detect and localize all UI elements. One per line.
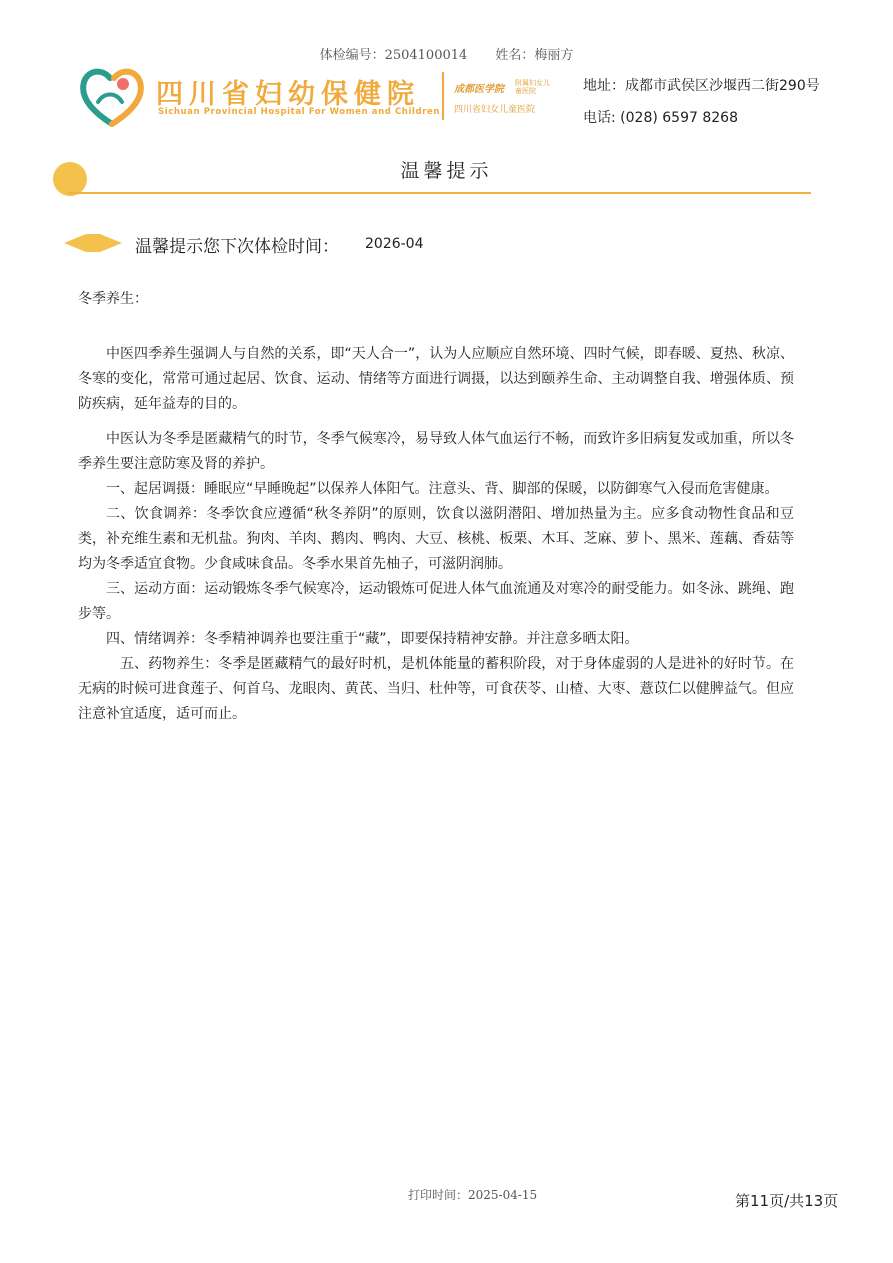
advice-paragraph: 三、运动方面：运动锻炼冬季气候寒冷，运动锻炼可促进人体气血流通及对寒冷的耐受能力。如冬泳、跳绳、跑步等。 <box>78 581 794 622</box>
advice-heading: 冬季养生： <box>78 291 148 307</box>
page-number: 第11页/共13页 <box>735 1192 839 1210</box>
next-exam-label: 温馨提示您下次体检时间： <box>135 237 339 257</box>
section-title: 温馨提示 <box>400 160 493 182</box>
advice-paragraph: 中医认为冬季是匿藏精气的时节，冬季气候寒冷，易导致人体气血运行不畅，而致许多旧病复发或加重，所以冬季养生要注意防寒及肾的养护。 <box>78 431 794 472</box>
hospital-name-en: Sichuan Provincial Hospital For Women and Children <box>158 107 440 117</box>
heart-figure-logo-icon <box>78 62 148 130</box>
advice-paragraph: 一、起居调摄：睡眠应“早睡晚起”以保养人体阳气。注意头、背、脚部的保暖，以防御寒气入侵而危害健康。 <box>106 481 779 497</box>
next-exam-date: 2026-04 <box>365 236 424 252</box>
exam-number: 体检编号：2504100014 <box>319 48 468 63</box>
logo-divider <box>442 72 444 120</box>
hospital-phone: 电话: (028) 6597 8268 <box>583 110 738 126</box>
hospital-name-cn: 四川省妇幼保健院 <box>156 79 420 110</box>
patient-name: 姓名：梅丽方 <box>495 48 574 63</box>
affiliation-subtitle: 附属妇女儿童医院 <box>515 79 550 95</box>
advice-paragraph: 中医四季养生强调人与自然的关系，即“天人合一”，认为人应顺应自然环境、四时气候，即春暖、夏热、秋凉、冬寒的变化，常常可通过起居、饮食、运动、情绪等方面进行调摄，以达到颐养生命、主动调整自我、增强体质、预防疾病，延年益寿的目的。 <box>78 346 794 412</box>
affiliation-college: 成都医学院 <box>454 84 504 95</box>
advice-paragraph: 四、情绪调养：冬季精神调养也要注重于“藏”，即要保持精神安静。并注意多晒太阳。 <box>106 631 639 647</box>
section-divider-line <box>68 192 811 194</box>
hospital-address: 地址：成都市武侯区沙堰西二街290号 <box>583 78 820 94</box>
health-advice-content <box>78 287 794 727</box>
advice-paragraph: 二、饮食调养：冬季饮食应遵循“秋冬养阴”的原则，饮食以滋阴潜阳、增加热量为主。应多食动物性食品和豆类，补充维生素和无机盐。狗肉、羊肉、鹅肉、鸭肉、大豆、核桃、板栗、木耳、芝麻、萝卜、黑米、莲藕、香菇等均为冬季适宜食物。少食咸味食品。冬季水果首先柚子，可滋阴润肺。 <box>78 506 794 572</box>
advice-paragraph: 五、药物养生：冬季是匿藏精气的最好时机，是机体能量的蓄积阶段，对于身体虚弱的人是进补的好时节。在无病的时候可进食莲子、何首乌、龙眼肉、黄芪、当归、杜仲等，可食茯苓、山楂、大枣、薏苡仁以健脾益气。但应注意补宜适度，适可而止。 <box>78 656 794 722</box>
hospital-logo <box>78 60 558 130</box>
affiliation-hospital: 四川省妇女儿童医院 <box>454 105 536 115</box>
diamond-icon <box>64 233 122 253</box>
print-time: 打印时间：2025-04-15 <box>408 1188 538 1202</box>
